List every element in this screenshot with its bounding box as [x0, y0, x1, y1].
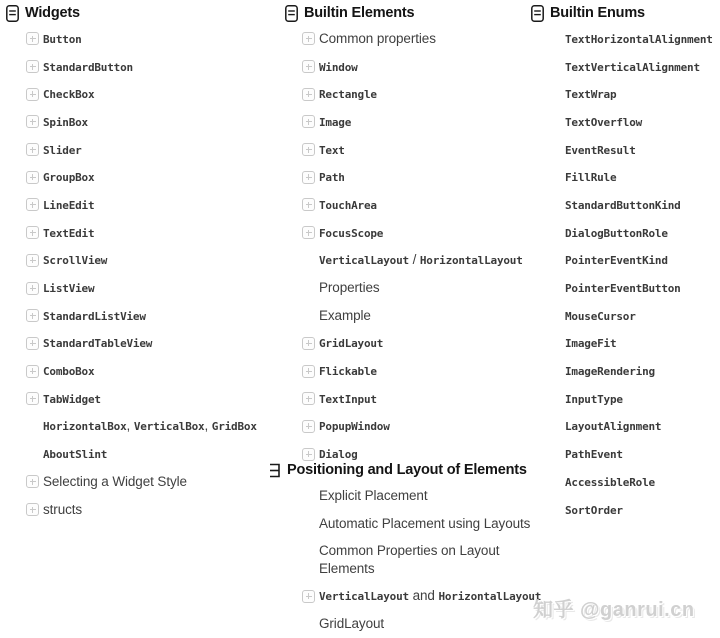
section-header-builtin-elements[interactable] — [285, 2, 523, 24]
section-items — [285, 482, 542, 638]
expander-plus-icon[interactable] — [302, 337, 315, 350]
toc-item-text: StandardListView — [43, 309, 146, 323]
toc-item-text: FillRule — [565, 171, 617, 185]
toc-item-label — [565, 113, 642, 131]
toc-item-label — [565, 30, 713, 48]
expander-plus-icon[interactable] — [302, 198, 315, 211]
toc-item-label — [565, 168, 616, 186]
toc-item-text: VerticalLayout — [319, 254, 409, 268]
toc-item-text: ScrollView — [43, 254, 108, 268]
toc-item[interactable] — [302, 219, 523, 247]
toc-item[interactable] — [565, 25, 719, 53]
widgets-column — [6, 0, 270, 523]
toc-item[interactable] — [26, 219, 270, 247]
toc-item-text: Selecting a Widget Style — [43, 473, 187, 489]
toc-item-label — [319, 615, 384, 633]
toc-item-label — [565, 224, 668, 242]
builtin-enums-column — [531, 0, 719, 523]
toc-item-text: GridLayout — [319, 616, 385, 632]
toc-item-text: , — [204, 418, 212, 434]
toc-item-label — [565, 445, 623, 463]
toc-item-text: TextWrap — [565, 88, 617, 102]
toc-item[interactable] — [26, 80, 270, 108]
toc-item-text: HorizontalLayout — [438, 590, 542, 604]
toc-item-text: ImageRendering — [565, 365, 655, 379]
toc-item-label — [43, 196, 94, 214]
toc-item[interactable] — [26, 53, 270, 81]
toc-item-text: CheckBox — [43, 88, 95, 102]
toc-item[interactable] — [26, 440, 270, 468]
expander-plus-icon[interactable] — [26, 475, 39, 488]
expander-plus-icon[interactable] — [26, 171, 39, 184]
toc-item-label — [319, 30, 436, 48]
toc-item-text: Example — [319, 307, 371, 323]
toc-item-label — [43, 30, 82, 48]
toc-item[interactable] — [26, 468, 270, 496]
toc-item-text: HorizontalBox — [43, 420, 127, 434]
expander-plus-icon[interactable] — [302, 88, 315, 101]
toc-item-label — [565, 85, 616, 103]
toc-item-text: AboutSlint — [43, 448, 108, 462]
section-positioning — [285, 459, 542, 638]
toc-item[interactable] — [26, 136, 270, 164]
toc-item[interactable] — [565, 163, 719, 191]
toc-item-label — [43, 141, 82, 159]
expander-plus-icon[interactable] — [26, 503, 39, 516]
toc-item-label — [319, 587, 541, 605]
toc-item[interactable] — [302, 482, 523, 510]
toc-item-label — [319, 362, 377, 380]
expander-plus-icon[interactable] — [302, 32, 315, 45]
toc-item-text: FocusScope — [319, 226, 384, 240]
toc-item-label — [43, 224, 94, 242]
toc-item[interactable] — [302, 25, 523, 53]
toc-item-label — [319, 542, 509, 578]
toc-item-label — [319, 417, 390, 435]
toc-item[interactable] — [26, 385, 270, 413]
toc-icon — [268, 462, 281, 479]
toc-item-label — [43, 307, 146, 325]
toc-item-label — [43, 334, 152, 352]
toc-item-text: LayoutAlignment — [565, 420, 662, 434]
section-widgets — [6, 2, 270, 523]
toc-item-text: Image — [319, 115, 352, 129]
toc-item-label — [565, 307, 636, 325]
toc-item-label — [565, 473, 655, 491]
toc-item-label — [319, 58, 358, 76]
expander-plus-icon[interactable] — [26, 143, 39, 156]
toc-item-label — [43, 362, 94, 380]
toc-item[interactable] — [565, 274, 719, 302]
toc-item-label — [43, 279, 94, 297]
toc-item[interactable] — [565, 330, 719, 358]
toc-item-text: PathEvent — [565, 448, 623, 462]
toc-item[interactable] — [302, 53, 523, 81]
expander-plus-icon[interactable] — [26, 282, 39, 295]
expander-plus-icon[interactable] — [302, 143, 315, 156]
toc-item-text: StandardButtonKind — [565, 198, 681, 212]
section-header-builtin-enums[interactable] — [531, 2, 719, 24]
toc-item-text: Common properties — [319, 30, 436, 46]
expander-plus-icon[interactable] — [26, 60, 39, 73]
toc-item-text: TouchArea — [319, 198, 377, 212]
book-icon — [531, 5, 544, 22]
toc-item-text: TextOverflow — [565, 115, 643, 129]
toc-item-label — [43, 113, 88, 131]
toc-item-text: Text — [319, 143, 345, 157]
toc-item[interactable] — [302, 163, 523, 191]
expander-plus-icon[interactable] — [302, 60, 315, 73]
builtin-elements-column — [285, 0, 542, 638]
expander-plus-icon[interactable] — [26, 337, 39, 350]
section-title: Builtin Enums — [550, 5, 645, 21]
toc-item-label — [319, 196, 377, 214]
expander-plus-icon[interactable] — [26, 254, 39, 267]
toc-item-text: GridBox — [211, 420, 257, 434]
toc-item[interactable] — [302, 302, 523, 330]
book-icon — [285, 5, 298, 22]
toc-item-text: GridLayout — [319, 337, 384, 351]
toc-item[interactable] — [26, 330, 270, 358]
toc-item[interactable] — [26, 163, 270, 191]
toc-item[interactable] — [565, 468, 719, 496]
toc-item-label — [319, 85, 377, 103]
section-items — [531, 25, 719, 523]
toc-item[interactable] — [302, 80, 523, 108]
toc-item-text: AccessibleRole — [565, 475, 655, 489]
toc-item-label — [319, 515, 530, 533]
toc-item-text: Rectangle — [319, 88, 377, 102]
toc-item-text: StandardButton — [43, 60, 133, 74]
toc-item-text: ImageFit — [565, 337, 617, 351]
toc-item-text: Slider — [43, 143, 82, 157]
toc-item-text: TextHorizontalAlignment — [565, 32, 713, 46]
expander-plus-icon[interactable] — [26, 309, 39, 322]
toc-item[interactable] — [565, 53, 719, 81]
toc-item-label — [319, 334, 383, 352]
toc-item-label — [319, 279, 380, 297]
toc-item[interactable] — [302, 330, 523, 358]
toc-item-label — [43, 417, 257, 435]
toc-item[interactable] — [302, 537, 523, 582]
toc-item-label — [565, 141, 636, 159]
toc-item-label — [319, 487, 428, 505]
expander-plus-icon[interactable] — [26, 115, 39, 128]
toc-item-text: DialogButtonRole — [565, 226, 668, 240]
toc-item-text: and — [408, 588, 439, 604]
expander-plus-icon[interactable] — [302, 590, 315, 603]
toc-item-text: structs — [43, 501, 83, 517]
toc-item[interactable] — [302, 357, 523, 385]
toc-item[interactable] — [26, 108, 270, 136]
toc-item[interactable] — [302, 385, 523, 413]
toc-item[interactable] — [565, 385, 719, 413]
toc-item-label — [565, 279, 681, 297]
toc-item-text: TextEdit — [43, 226, 95, 240]
toc-item-text: Path — [319, 171, 345, 185]
toc-item-label — [43, 445, 107, 463]
expander-plus-icon[interactable] — [302, 115, 315, 128]
expander-plus-icon[interactable] — [302, 448, 315, 461]
toc-item[interactable] — [302, 610, 523, 638]
toc-item[interactable] — [26, 496, 270, 524]
expander-plus-icon[interactable] — [302, 171, 315, 184]
toc-item[interactable] — [565, 247, 719, 275]
toc-item[interactable] — [302, 510, 531, 538]
toc-item-text: ListView — [43, 282, 95, 296]
expander-plus-icon[interactable] — [26, 198, 39, 211]
toc-item-text: ComboBox — [43, 365, 95, 379]
expander-plus-icon[interactable] — [26, 365, 39, 378]
toc-item-label — [43, 58, 133, 76]
toc-item-text: Automatic Placement using Layouts — [319, 515, 531, 531]
toc-item-label — [319, 113, 351, 131]
toc-item[interactable] — [565, 357, 719, 385]
toc-item-text: HorizontalLayout — [419, 254, 523, 268]
section-title: Positioning and Layout of Elements — [287, 462, 527, 478]
toc-item[interactable] — [26, 274, 270, 302]
toc-item-text: PopupWindow — [319, 420, 390, 434]
toc-item-text: MouseCursor — [565, 309, 636, 323]
toc-item-label — [43, 251, 107, 269]
toc-item-text: TextVerticalAlignment — [565, 60, 700, 74]
toc-item-label — [319, 141, 345, 159]
toc-item[interactable] — [565, 302, 719, 330]
toc-item-text: PointerEventKind — [565, 254, 668, 268]
toc-item-label — [565, 362, 655, 380]
toc-item-label — [43, 473, 187, 491]
toc-item-label — [43, 85, 94, 103]
toc-item-text: Dialog — [319, 448, 358, 462]
section-title: Builtin Elements — [304, 5, 415, 21]
toc-item-label — [43, 501, 82, 519]
toc-item-label — [565, 196, 681, 214]
toc-item-label — [319, 390, 377, 408]
toc-item[interactable] — [26, 191, 270, 219]
toc-item-text: LineEdit — [43, 198, 95, 212]
toc-item-label — [565, 390, 623, 408]
toc-item-label — [319, 445, 358, 463]
toc-item-label — [319, 224, 383, 242]
toc-item-label — [565, 501, 623, 519]
toc-item-text: EventResult — [565, 143, 636, 157]
toc-item[interactable] — [565, 191, 719, 219]
toc-item-text: GroupBox — [43, 171, 95, 185]
toc-item-label — [565, 251, 668, 269]
toc-item-text: SortOrder — [565, 503, 623, 517]
toc-item-text: VerticalLayout — [319, 590, 409, 604]
section-items — [285, 25, 523, 468]
toc-item[interactable] — [26, 25, 270, 53]
expander-plus-icon[interactable] — [302, 226, 315, 239]
expander-plus-icon[interactable] — [302, 365, 315, 378]
section-builtin-elements — [285, 2, 523, 468]
toc-item-text: Common Properties on Layout Elements — [319, 543, 500, 577]
expander-plus-icon[interactable] — [302, 392, 315, 405]
toc-item[interactable] — [302, 108, 523, 136]
toc-item-text: TextInput — [319, 392, 377, 406]
toc-item-text: Flickable — [319, 365, 377, 379]
expander-plus-icon[interactable] — [26, 32, 39, 45]
expander-plus-icon[interactable] — [26, 226, 39, 239]
expander-plus-icon[interactable] — [302, 420, 315, 433]
toc-item[interactable] — [302, 247, 523, 275]
toc-item-label — [565, 417, 661, 435]
toc-item-text: InputType — [565, 392, 623, 406]
toc-item[interactable] — [26, 302, 270, 330]
toc-item-text: , — [126, 418, 134, 434]
toc-item[interactable] — [302, 191, 523, 219]
toc-item[interactable] — [302, 136, 523, 164]
expander-plus-icon[interactable] — [26, 88, 39, 101]
toc-item[interactable] — [302, 413, 523, 441]
toc-item[interactable] — [26, 413, 270, 441]
toc-item-label — [319, 251, 523, 269]
toc-item-text: StandardTableView — [43, 337, 153, 351]
section-header-positioning[interactable] — [285, 459, 527, 481]
toc-item-label — [319, 168, 345, 186]
toc-item-text: Properties — [319, 280, 380, 296]
section-title: Widgets — [25, 5, 80, 21]
toc-item[interactable] — [565, 219, 719, 247]
toc-item[interactable] — [26, 357, 270, 385]
toc-item[interactable] — [565, 136, 719, 164]
expander-plus-icon[interactable] — [26, 392, 39, 405]
toc-item[interactable] — [565, 80, 719, 108]
toc-item[interactable] — [26, 247, 270, 275]
toc-item-text: SpinBox — [43, 115, 88, 129]
toc-item[interactable] — [565, 413, 719, 441]
section-builtin-enums — [531, 2, 719, 523]
section-items — [6, 25, 270, 523]
toc-item-text: Button — [43, 32, 82, 46]
watermark: 知乎 @ganrui.cn — [533, 599, 695, 621]
toc-item-label — [565, 334, 616, 352]
toc-item[interactable] — [565, 440, 719, 468]
toc-item-text: Window — [319, 60, 358, 74]
toc-item[interactable] — [302, 583, 542, 611]
toc-item[interactable] — [302, 274, 523, 302]
toc-item-text: VerticalBox — [133, 420, 205, 434]
toc-item-text: / — [408, 252, 420, 268]
toc-item-text: TabWidget — [43, 392, 101, 406]
toc-item-text: PointerEventButton — [565, 282, 681, 296]
toc-item-label — [43, 168, 94, 186]
toc-item-label — [565, 58, 700, 76]
toc-item-label — [43, 390, 101, 408]
toc-item-text: Explicit Placement — [319, 487, 428, 503]
toc-item[interactable] — [565, 108, 719, 136]
section-header-widgets[interactable] — [6, 2, 270, 24]
toc-item[interactable] — [565, 496, 719, 524]
toc-item-label — [319, 307, 371, 325]
book-icon — [6, 5, 19, 22]
